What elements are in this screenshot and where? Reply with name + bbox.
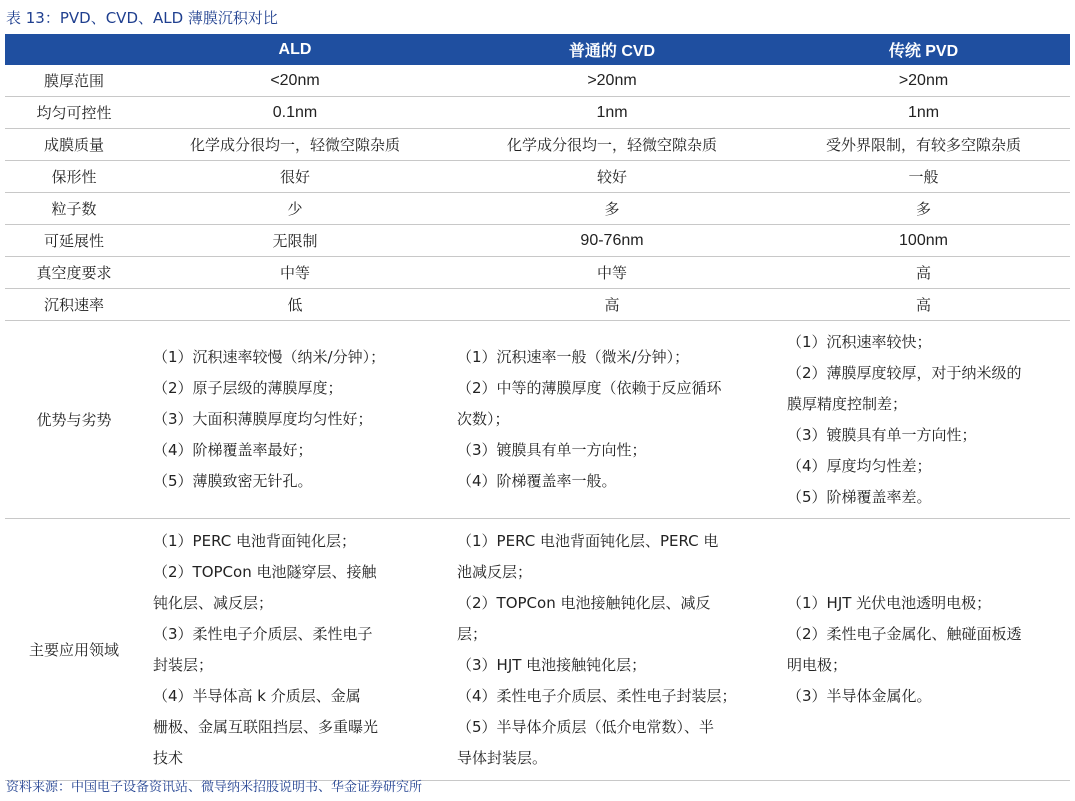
list-item: （3）大面积薄膜厚度均匀性好； <box>153 410 373 428</box>
list-item: （4）厚度均匀性差； <box>787 456 932 475</box>
row-label: 沉积速率 <box>5 289 143 321</box>
table-row <box>5 257 1070 289</box>
list-item: （1）PERC 电池背面钝化层、PERC 电 <box>457 531 719 550</box>
cell-pvd: 多 <box>777 193 1070 225</box>
table-row <box>5 129 1070 161</box>
table-row <box>5 97 1070 129</box>
list-item: （3）镀膜具有单一方向性； <box>787 425 977 444</box>
header-pvd: 传统 PVD <box>777 34 1070 65</box>
cell-pvd: 100nm <box>777 225 1070 257</box>
row-label: 粒子数 <box>5 193 143 225</box>
table-header-row <box>5 34 1070 65</box>
list-item: 次数）； <box>457 410 510 428</box>
cell-ald: 少 <box>143 193 447 225</box>
list-item: （2）薄膜厚度较厚，对于纳米级的 <box>787 363 1022 382</box>
cell-ald: 无限制 <box>143 225 447 257</box>
list-item: （2）柔性电子金属化、触碰面板透 <box>787 624 1022 643</box>
list-item: 钝化层、减反层； <box>153 593 274 612</box>
applications-row <box>5 519 1070 781</box>
cell-pvd: 1nm <box>777 97 1070 129</box>
list-item: 明电极； <box>787 655 848 674</box>
comparison-table <box>5 34 1070 781</box>
cell-pvd: 高 <box>777 257 1070 289</box>
list-item: 封装层； <box>153 655 214 674</box>
list-item: （2）TOPCon 电池接触钝化层、减反 <box>457 593 711 612</box>
list-item: 栅极、金属互联阻挡层、多重曝光 <box>153 717 379 736</box>
cell-ald: 中等 <box>143 257 447 289</box>
cell-cvd: 90-76nm <box>447 225 777 257</box>
row-label: 保形性 <box>5 161 143 193</box>
row-label: 真空度要求 <box>5 257 143 289</box>
list-item: （4）柔性电子介质层、柔性电子封装层； <box>457 686 737 705</box>
cell-cvd: 高 <box>447 289 777 321</box>
list-item: （4）阶梯覆盖率一般。 <box>457 472 617 490</box>
table-row <box>5 225 1070 257</box>
row-label: 可延展性 <box>5 225 143 257</box>
list-item: （4）阶梯覆盖率最好； <box>153 441 313 459</box>
list-item: （1）HJT 光伏电池透明电极； <box>787 593 992 612</box>
row-label: 优势与劣势 <box>5 321 143 519</box>
advantages-pvd <box>777 321 1070 519</box>
table-row <box>5 65 1070 97</box>
table-row <box>5 161 1070 193</box>
cell-pvd: 一般 <box>777 161 1070 193</box>
cell-cvd: 化学成分很均一，轻微空隙杂质 <box>447 129 777 161</box>
list-item: （3）柔性电子介质层、柔性电子 <box>153 624 373 643</box>
row-label: 膜厚范围 <box>5 65 143 97</box>
list-item: （3）镀膜具有单一方向性； <box>457 441 647 459</box>
advantages-ald <box>143 321 447 519</box>
applications-cvd <box>447 519 777 781</box>
list-item: （5）薄膜致密无针孔。 <box>153 472 313 490</box>
row-label: 成膜质量 <box>5 129 143 161</box>
list-item: 膜厚精度控制差； <box>787 394 908 413</box>
list-item: （2）中等的薄膜厚度（依赖于反应循环 <box>457 379 722 397</box>
list-item: （3）半导体金属化。 <box>787 686 932 705</box>
cell-ald: 很好 <box>143 161 447 193</box>
list-item: （1）沉积速率较快； <box>787 332 932 351</box>
list-item: 技术 <box>153 748 184 767</box>
list-item: 池减反层； <box>457 562 533 581</box>
cell-ald: 化学成分很均一，轻微空隙杂质 <box>143 129 447 161</box>
applications-pvd <box>777 519 1070 781</box>
list-item: （3）HJT 电池接触钝化层； <box>457 655 647 674</box>
header-corner <box>5 34 143 65</box>
list-item: （5）阶梯覆盖率差。 <box>787 487 932 506</box>
list-item: （1）沉积速率一般（微米/分钟）； <box>457 348 690 366</box>
cell-cvd: 较好 <box>447 161 777 193</box>
advantages-cvd <box>447 321 777 519</box>
list-item: （2）TOPCon 电池隧穿层、接触 <box>153 562 377 581</box>
cell-pvd: 受外界限制，有较多空隙杂质 <box>777 129 1070 161</box>
cell-cvd: 中等 <box>447 257 777 289</box>
list-item: 层； <box>457 624 488 643</box>
header-cvd: 普通的 CVD <box>447 34 777 65</box>
cell-ald: <20nm <box>143 65 447 97</box>
header-ald: ALD <box>143 34 447 65</box>
list-item: （5）半导体介质层（低介电常数）、半 <box>457 717 715 736</box>
list-item: （4）半导体高 k 介质层、金属 <box>153 686 361 705</box>
cell-ald: 0.1nm <box>143 97 447 129</box>
list-item: 导体封装层。 <box>457 748 548 767</box>
table-row <box>5 289 1070 321</box>
cell-cvd: 1nm <box>447 97 777 129</box>
list-item: （1）沉积速率较慢（纳米/分钟）； <box>153 348 386 366</box>
table-row <box>5 193 1070 225</box>
list-item: （1）PERC 电池背面钝化层； <box>153 531 356 550</box>
row-label: 主要应用领域 <box>5 519 143 781</box>
cell-pvd: >20nm <box>777 65 1070 97</box>
advantages-row <box>5 321 1070 519</box>
applications-ald <box>143 519 447 781</box>
cell-pvd: 高 <box>777 289 1070 321</box>
cell-cvd: 多 <box>447 193 777 225</box>
row-label: 均匀可控性 <box>5 97 143 129</box>
list-item: （2）原子层级的薄膜厚度； <box>153 379 343 397</box>
table-caption: 表 13：PVD、CVD、ALD 薄膜沉积对比 <box>6 9 278 27</box>
cell-ald: 低 <box>143 289 447 321</box>
cell-cvd: >20nm <box>447 65 777 97</box>
source-note: 资料来源：中国电子设备资讯站、微导纳米招股说明书、华金证券研究所 <box>6 780 423 795</box>
